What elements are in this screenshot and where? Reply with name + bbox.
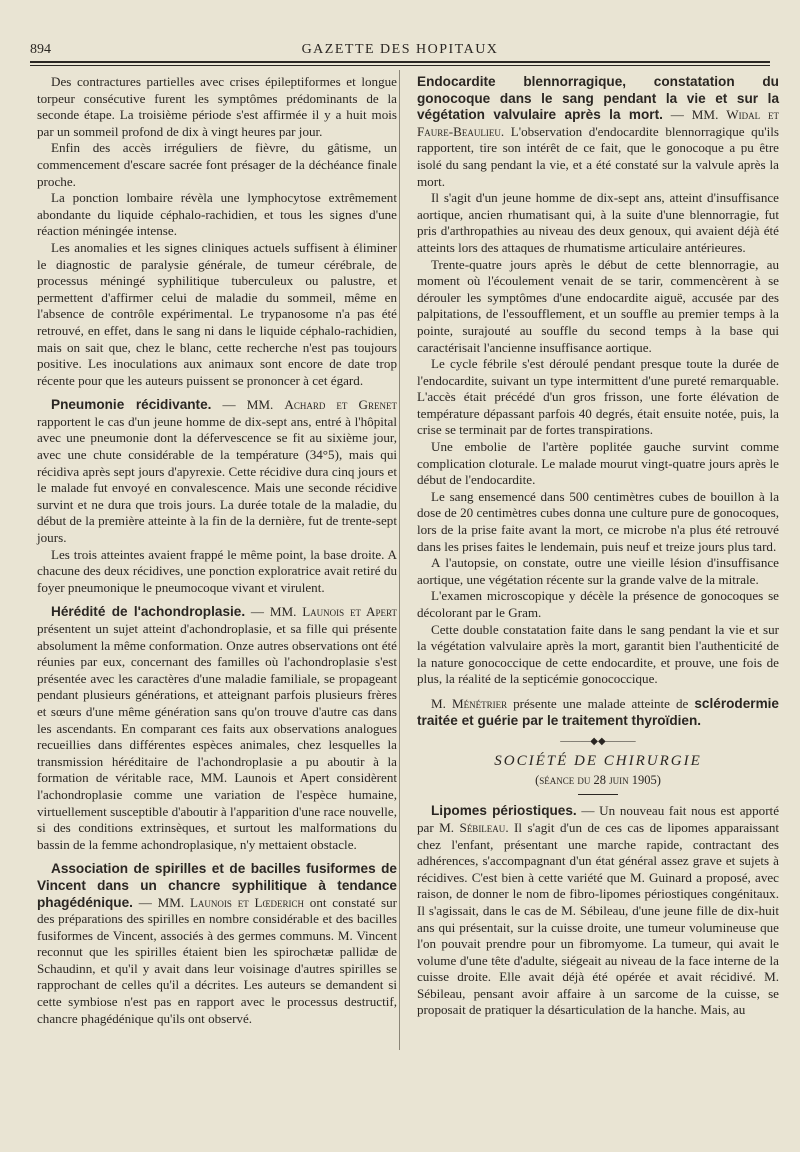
society-title: SOCIÉTÉ DE CHIRURGIE bbox=[494, 753, 702, 770]
article-lipomes bbox=[417, 803, 779, 1019]
article-heading: sclérodermie traitée et guérie par le traitement thyroïdien. bbox=[417, 695, 779, 728]
paragraph: Il s'agit d'un jeune homme de dix-sept ans, atteint d'insuffisance aortique, ancien rhumatisant qui, à la suite d'une blennorragie, fut pris d'arthropathies au niveau des deux genoux, qui avaient déjà été atteints lors des attaques de rhumatisme articulaire antérieures. bbox=[417, 190, 779, 255]
article-authors: Launois et Lœderich bbox=[189, 894, 304, 910]
page-number: 894 bbox=[30, 42, 51, 57]
paragraph: Le cycle fébrile s'est déroulé pendant presque toute la durée de l'endocardite, suivant un type intermittent d'une pureté remarquable. L'accès était précédé d'un gros frisson, une forte élévation de température dépassant parfois 40 degrés, était ensuite notée, puis, la crise se terminait par de fortes transpirations. bbox=[417, 356, 779, 438]
article-authors: Launois et Apert bbox=[302, 604, 397, 620]
paragraph: Le sang ensemencé dans 500 centimètres cubes de bouillon à la dose de 20 centimètres cubes donna une culture pure de gonocoques, lors de la prise faite avant la mort, ce microbe n'a plus été retrouvé dans les prises faites le lendemain, puis neuf et treize jours plus tard. bbox=[417, 488, 779, 554]
article-lead: — MM. bbox=[132, 894, 190, 910]
article-text: présentent un sujet atteint d'achondroplasie, et sa fille qui présente absolument la même conformation. Onze autres observations ont été réunies par eux, concernant des familles où l'achondroplasie s'est présentée avec les caractères d'une maladie familiale, se propageant pendant plusieurs générations, et atteignant parfois plusieurs frères et sœurs d'une même génération sans qu'on trouve d'autre cas dans les ascendants. En comparant ces faits aux observations analogues recueillies dans différentes espèces animales, chez lesquelles la transmission héréditaire de l'achondroplasie a pu aboutir à la formation de véritable race, MM. Launois et Apert considèrent l'achondroplasie comme une variation de l'espèce humaine, virtuellement susceptible d'aboutir à l'apparition d'une race nouvelle, si des conditions extrinsèques, et surtout les malformations du bassin de la femme achondroplasique, n'y mettaient obstacle. bbox=[37, 621, 397, 852]
society-session: (séance du 28 juin 1905) bbox=[535, 772, 661, 787]
article-lead: — MM. bbox=[211, 397, 285, 413]
article-heredite bbox=[37, 604, 397, 853]
header-rule bbox=[30, 61, 770, 63]
paragraph: Une embolie de l'artère poplitée gauche survint comme complication cloturale. Le malade mourut vingt-quatre jours après le début de l'endocardite. bbox=[417, 439, 779, 488]
article-menetrier bbox=[417, 696, 779, 729]
right-column bbox=[417, 74, 779, 1019]
paragraph: Enfin des accès irréguliers de fièvre, du gâtisme, un commencement d'escare sacrée font présager de la déchéance finale proche. bbox=[37, 140, 397, 189]
article-text: rapportent le cas d'un jeune homme de dix-sept ans, entré à l'hôpital avec une pneumonie dont la défervescence se fit au sixième jour, avec une chute considérable de la température (34°5), mais qui récidiva après sept jours d'apyrexie. Cette récidive dura cinq jours et le malade fut envoyé en convalescence. Mais une seconde récidive survint et ne dura que trois jours. La durée totale de la maladie, du début de la première atteinte à la fin de la dernière, fut de trente-sept jours. bbox=[37, 413, 397, 546]
paragraph: A l'autopsie, on constate, outre une vieille lésion d'insuffisance aortique, une végétation récente sur la grande valve de la mitrale. bbox=[417, 555, 779, 587]
header-rule-thin bbox=[30, 65, 770, 66]
article-text: . Il s'agit d'un de ces cas de lipomes apparaissant chez l'enfant, présentant une marche rapide, contractant des adhérences, s'accompagnant d'un état général assez grave et sujets à récidives. C'est bien à cette variété que M. Guinard a proposé, avec raison, de donner le nom de fibro-lipomes périostiques congénitaux. Il s'agissait, dans le cas de M. Sébileau, d'une jeune fille de dix-huit ans qui présentait, sur la cuisse droite, une tumeur volumineuse que l'on pouvait prendre pour un fibromyome. La tumeur, qui avait le volume d'une tête d'adulte, siégeait au niveau de la face interne de la cuisse droite. Elle avait déjà été opérée et avait récidivé. M. Sébileau, pensant avoir affaire à un sarcome de la cuisse, se proposait de pratiquer la désarticulation de la hanche. Mais, au bbox=[417, 819, 779, 1018]
article-heading: Lipomes périostiques. bbox=[431, 803, 577, 819]
short-divider bbox=[578, 794, 618, 795]
article-lead: — MM. bbox=[245, 604, 303, 620]
paragraph: Cette double constatation faite dans le sang pendant la vie et sur la végétation valvulaire après la mort, garantit bien l'authenticité de la nature gonococcique de cette endocardite, et prouve, une fois de plus, la réalité de la septicémie gonococcique. bbox=[417, 621, 779, 687]
paragraph: L'examen microscopique y décèle la présence de gonocoques se décolorant par le Gram. bbox=[417, 588, 779, 620]
article-heading: Association de spirilles et de bacilles fusiformes de Vincent dans un chancre syphilitique à tendance phagédénique. bbox=[37, 861, 397, 910]
article-authors: Ménétrier bbox=[451, 695, 508, 711]
article-authors: Widal et Faure-Beaulieu bbox=[417, 107, 779, 139]
article-lead: M. bbox=[431, 695, 452, 711]
article-heading: Endocardite blennorragique, constatation du gonocoque dans le sang pendant la vie et sur la végétation valvulaire après la mort. bbox=[417, 74, 779, 123]
paragraph: Les trois atteintes avaient frappé le même point, la base droite. A chacune des deux récidives, une ponction exploratrice avait retiré du foyer pneumonique le pneumocoque vivant et virulent. bbox=[37, 546, 397, 595]
article-lead: — Un nouveau fait nous est apporté par M. bbox=[417, 803, 780, 835]
article-text: . L'observation d'endocardite blennorragique qu'ils rapportent, tire son intérêt de ce fait, que le gonocoque a pu être isolé du sang pendant la vie, et a été constaté sur la valvule après la mort. bbox=[417, 123, 779, 189]
article-authors: Sébileau bbox=[459, 819, 506, 835]
running-title: GAZETTE DES HOPITAUX bbox=[301, 42, 499, 57]
paragraph: Trente-quatre jours après le début de cette blennorragie, au moment où l'écoulement venait de se tarir, commencèrent à se dérouler les symptômes d'une endocardite aiguë, accusée par des palpitations, de l'essoufflement, et un souffle au premier temps à la pointe, surajouté au souffle du second temps à la base qui caractérisait l'ancienne insuffisance aortique. bbox=[417, 256, 779, 355]
paragraph: Les anomalies et les signes cliniques actuels suffisent à éliminer le diagnostic de paralysie générale, de tumeur cérébrale, de processus méningé syphilitique tuberculeux ou palustre, et permettent d'affirmer celui de maladie du sommeil, même en l'absence de contrôle expérimental. Le trypanosome n'a pas été retrouvé, en effet, dans le sang ni dans le liquide céphalo-rachidien, mais on sait que, chez le blanc, cette recherche n'est pas toujours positive. Les inoculations aux animaux sont encore de date trop récente pour que les auteurs puissent se prononcer à cet égard. bbox=[37, 239, 397, 388]
article-endocardite bbox=[417, 74, 779, 190]
paragraph: Des contractures partielles avec crises épileptiformes et longue torpeur consécutive furent les symptômes prédominants de la seconde étape. La troisième période s'est affirmée il y a huit mois par un sommeil profond de dix à vingt heures par jour. bbox=[37, 74, 397, 139]
article-heading: Hérédité de l'achondroplasie. bbox=[51, 604, 246, 620]
paragraph: La ponction lombaire révèla une lymphocytose extrêmement abondante du liquide céphalo-rachidien, et tous les signes d'une réaction méningée intense. bbox=[37, 190, 397, 239]
column-divider bbox=[399, 70, 400, 1050]
article-text: présente une malade atteinte de bbox=[507, 695, 695, 711]
article-association bbox=[37, 861, 397, 1027]
left-column bbox=[37, 74, 397, 1027]
article-authors: Achard et Grenet bbox=[284, 397, 397, 413]
article-heading: Pneumonie récidivante. bbox=[51, 397, 212, 413]
ornament-divider: ———◆◆——— bbox=[560, 736, 636, 748]
article-text: ont constaté sur des préparations des spirilles en nombre considérable et des bacilles fusiformes de Vincent, associés à des germes communs. M. Vincent reconnut que les spirilles étaient bien les spirochætæ pallidæ de Schaudinn, et qu'il y avait dans leur voisinage d'autres spirilles se rapprochant de celles qu'il a décrites. Les auteurs se demandent si cette symbiose n'est pas en rapport avec le processus destructif, chancre phagédénique qu'ils ont observé. bbox=[37, 894, 397, 1026]
article-pneumonie bbox=[37, 397, 397, 546]
article-lead: — MM. bbox=[662, 107, 727, 123]
